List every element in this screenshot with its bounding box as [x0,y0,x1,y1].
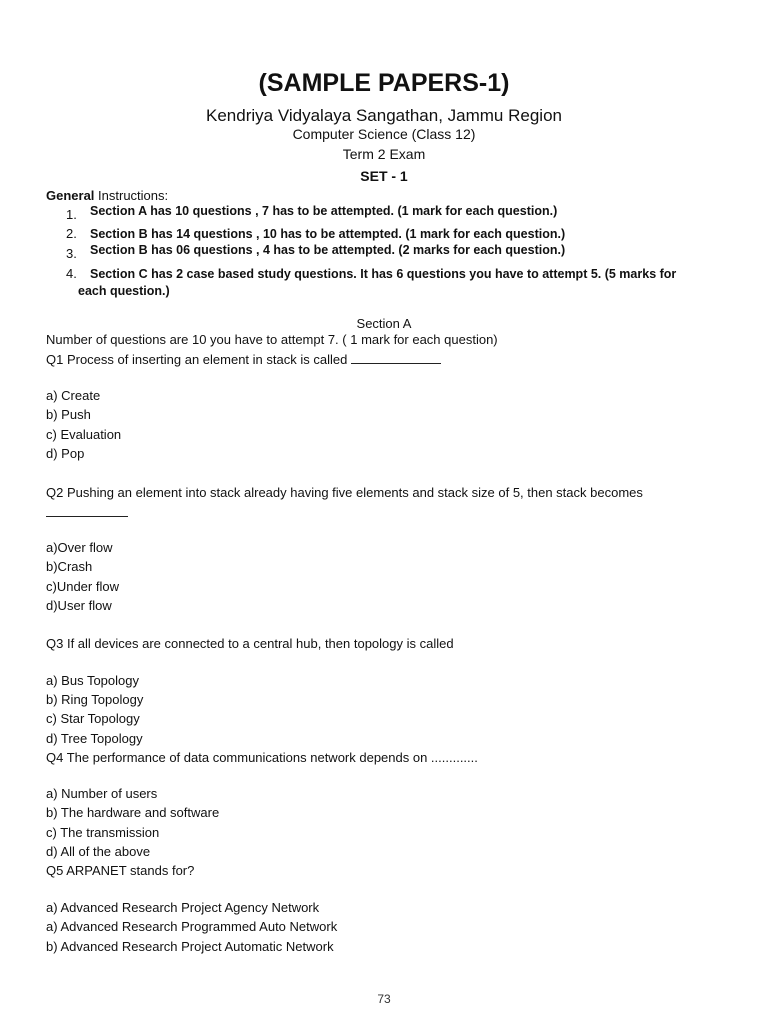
question-1 [46,352,441,368]
q2-option-a: a)Over flow [46,540,113,555]
instructions-heading-rest: Instructions: [94,188,169,203]
instructions-heading [46,188,168,204]
instruction-4-text: Section C has 2 case based study questions. It has 6 questions you have to attempt 5. (5 marks for [90,267,677,281]
q5-option-1: a) Advanced Research Project Agency Network [46,900,320,915]
set-line: SET - 1 [360,168,408,184]
instructions-heading-bold: General [46,188,95,203]
q1-option-a: a) Create [46,388,101,403]
question-1-text: Q1 Process of inserting an element in stack is called [46,352,348,367]
question-2-text: Q2 Pushing an element into stack already having five elements and stack size of 5, then stack becomes [46,485,643,500]
q5-option-3: b) Advanced Research Project Automatic Network [46,939,334,954]
instruction-3-text: Section B has 06 questions , 4 has to be attempted. (2 marks for each question.) [90,243,566,257]
q2-option-c: c)Under flow [46,579,119,594]
organization-name: Kendriya Vidyalaya Sangathan, Jammu Region [206,106,562,125]
answer-blank [46,516,128,517]
question-5-text: Q5 ARPANET stands for? [46,863,195,878]
question-3-text: Q3 If all devices are connected to a central hub, then topology is called [46,636,454,651]
q4-option-a: a) Number of users [46,786,158,801]
instruction-2-number: 2. [66,226,77,241]
q1-option-c: c) Evaluation [46,427,122,442]
q1-option-d: d) Pop [46,446,85,461]
q2-option-b: b)Crash [46,559,93,574]
instruction-1-number: 1. [66,207,77,222]
instruction-4-text-cont: each question.) [78,284,170,298]
instruction-1-text: Section A has 10 questions , 7 has to be attempted. (1 mark for each question.) [90,204,558,218]
q3-option-b: b) Ring Topology [46,692,144,707]
answer-blank [351,353,441,364]
instruction-2-text: Section B has 14 questions , 10 has to be attempted. (1 mark for each question.) [90,227,566,241]
question-4-text: Q4 The performance of data communications network depends on ............. [46,750,478,765]
term-line: Term 2 Exam [342,146,426,162]
q2-option-d: d)User flow [46,598,112,613]
q4-option-b: b) The hardware and software [46,805,220,820]
q5-option-2: a) Advanced Research Programmed Auto Network [46,919,338,934]
q3-option-c: c) Star Topology [46,711,140,726]
paper-title: (SAMPLE PAPERS-1) [258,69,510,97]
instruction-3-number: 3. [66,246,77,261]
section-a-note: Number of questions are 10 you have to attempt 7. ( 1 mark for each question) [46,332,498,347]
page-number: 73 [377,992,391,1006]
section-a-heading: Section A [356,316,412,331]
q1-option-b: b) Push [46,407,91,422]
q4-option-c: c) The transmission [46,825,160,840]
q4-option-d: d) All of the above [46,844,151,859]
subject-line: Computer Science (Class 12) [292,126,476,142]
q3-option-d: d) Tree Topology [46,731,143,746]
instruction-4-number: 4. [66,266,77,281]
q3-option-a: a) Bus Topology [46,673,139,688]
